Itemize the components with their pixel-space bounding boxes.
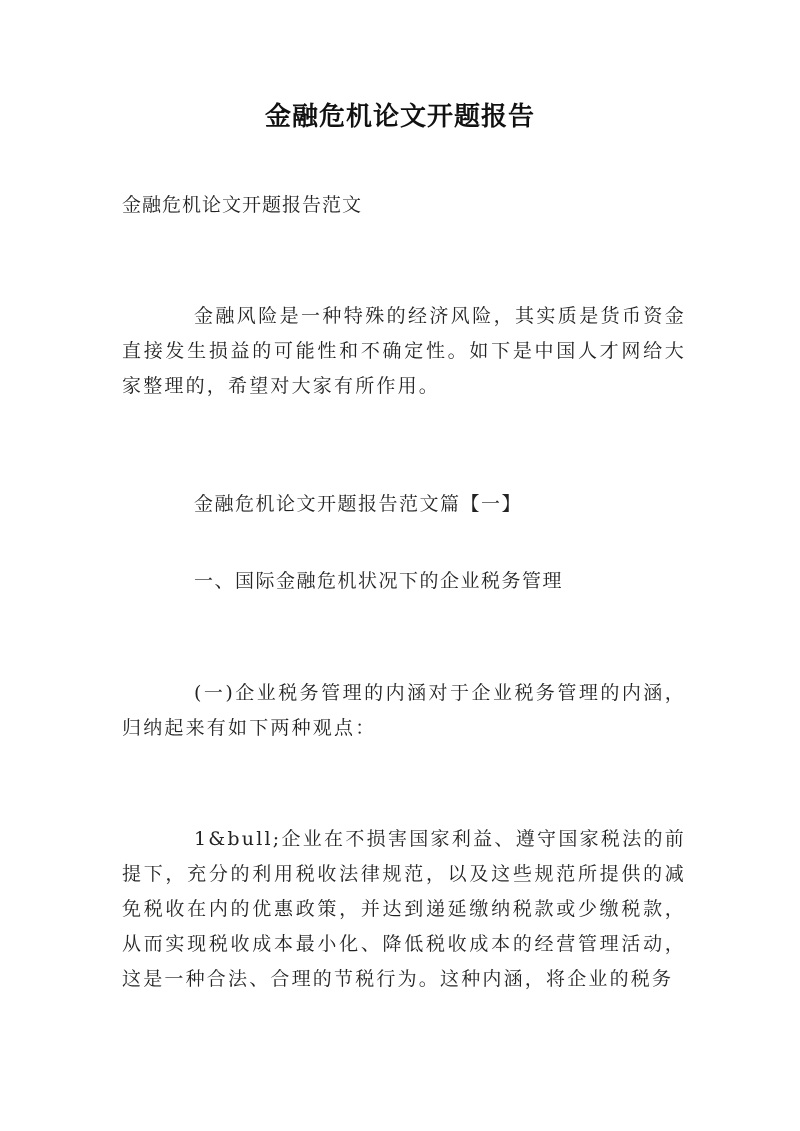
section-heading: 金融危机论文开题报告范文篇【一】 (194, 493, 523, 515)
sub-paragraph: (一)企业税务管理的内涵对于企业税务管理的内涵，归纳起来有如下两种观点： (122, 682, 686, 739)
document-title: 金融危机论文开题报告 (264, 102, 535, 132)
intro-paragraph: 金融风险是一种特殊的经济风险，其实质是货币资金直接发生损益的可能性和不确定性。如下是中国人才网给大家整理的，希望对大家有所作用。 (122, 305, 686, 397)
point-paragraph: 1&bull;企业在不损害国家利益、遵守国家税法的前提下，充分的利用税收法律规范，以及这些规范所提供的减免税收在内的优惠政策，并达到递延缴纳税款或少缴税款，从而实现税收成本最小化、降低税收成本的经营管理活动，这是一种合法、合理的节税行为。这种内涵，将企业的税务 (122, 828, 686, 990)
part-heading: 一、国际金融危机状况下的企业税务管理 (194, 570, 564, 592)
document-subtitle: 金融危机论文开题报告范文 (122, 194, 363, 216)
